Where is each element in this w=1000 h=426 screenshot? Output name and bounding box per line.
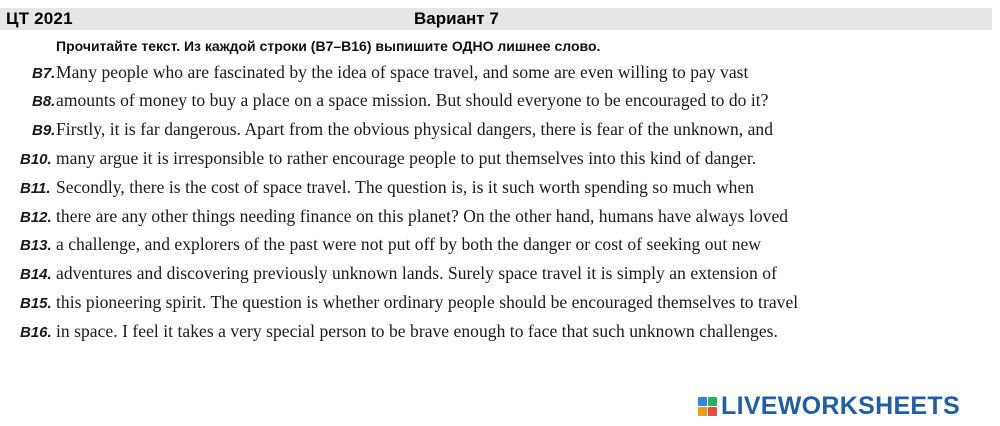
line-label: B16. (20, 324, 52, 341)
text-line (0, 261, 860, 289)
text-line (0, 88, 860, 116)
line-text: many argue it is irresponsible to rather encourage people to put themselves into this kind of danger. (56, 148, 757, 168)
line-text: a challenge, and explorers of the past were not put off by both the danger or cost of seeking out new (56, 234, 761, 254)
header-test-year: ЦТ 2021 (6, 9, 73, 28)
text-line (0, 117, 860, 145)
header-variant: Вариант 7 (414, 9, 499, 28)
text-line (0, 290, 860, 318)
line-label: B11. (20, 180, 51, 197)
line-label: B15. (20, 295, 52, 312)
line-label: B7. (32, 65, 56, 82)
liveworksheets-mark-icon (698, 397, 717, 416)
line-text: Many people who are fascinated by the idea of space travel, and some are even willing to pay vast (56, 62, 749, 82)
line-label: B13. (20, 237, 52, 254)
text-line (0, 204, 860, 232)
line-text: this pioneering spirit. The question is whether ordinary people should be encouraged themselves to travel (56, 292, 799, 312)
line-label: B8. (32, 93, 56, 110)
line-text: there are any other things needing finance on this planet? On the other hand, humans have always loved (56, 206, 789, 226)
text-line (0, 319, 860, 347)
liveworksheets-logo (698, 392, 960, 420)
text-line (0, 232, 860, 260)
line-label: B12. (20, 209, 52, 226)
text-line (0, 60, 860, 88)
line-text: Firstly, it is far dangerous. Apart from the obvious physical dangers, there is fear of the unknown, and (56, 119, 774, 139)
line-text: Secondly, there is the cost of space travel. The question is, is it such worth spending so much when (56, 177, 755, 197)
line-text: amounts of money to buy a place on a space mission. But should everyone to be encouraged to do it? (56, 90, 769, 110)
line-label: B10. (20, 151, 52, 168)
line-text: in space. I feel it takes a very special person to be brave enough to face that such unknown challenges. (56, 321, 778, 341)
liveworksheets-wordmark: LIVEWORKSHEETS (721, 391, 960, 420)
text-line (0, 175, 860, 203)
line-text: adventures and discovering previously unknown lands. Surely space travel it is simply an extension of (56, 263, 777, 283)
text-line (0, 146, 860, 174)
line-label: B14. (20, 266, 52, 283)
task-instruction: Прочитайте текст. Из каждой строки (B7–B16) выпишите ОДНО лишнее слово. (56, 38, 601, 54)
header-bar (0, 8, 992, 30)
line-label: B9. (32, 122, 56, 139)
